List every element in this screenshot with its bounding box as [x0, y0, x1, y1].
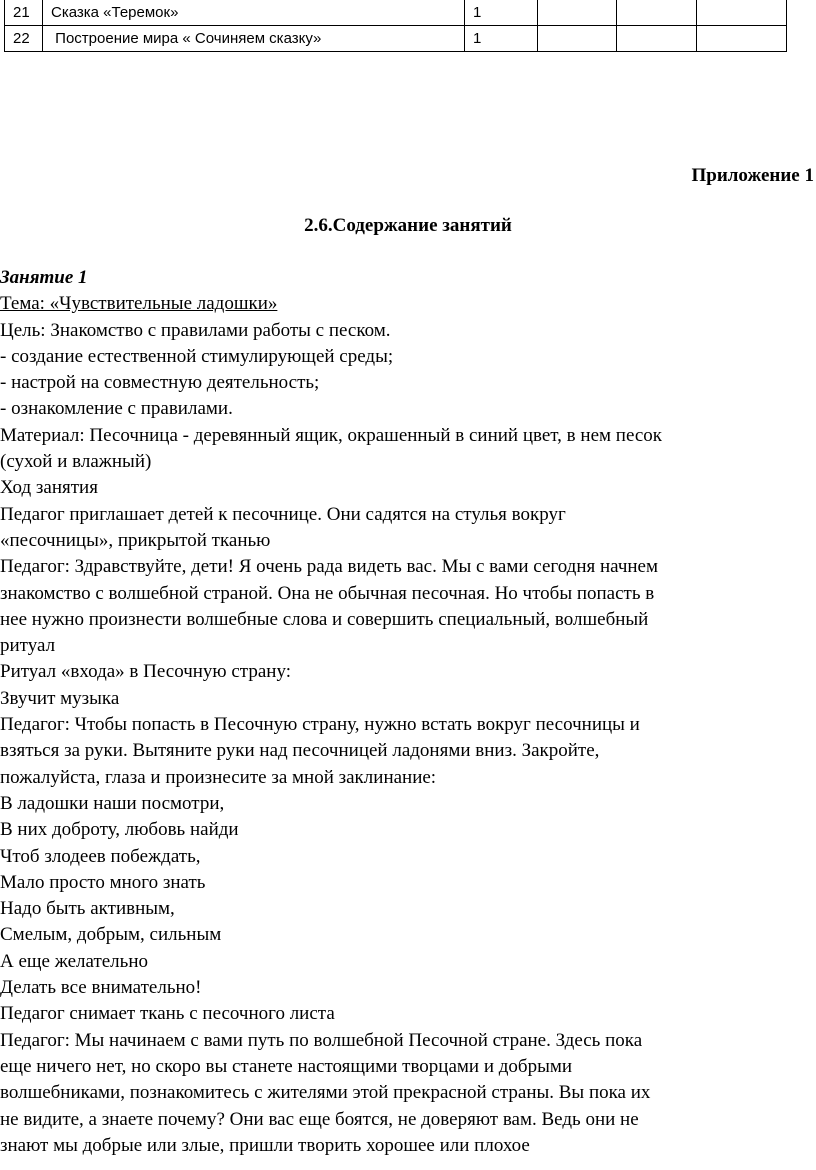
text-line: В них доброту, любовь найди	[0, 819, 239, 841]
text-line: знакомство с волшебной страной. Она не обычная песочная. Но чтобы попасть в	[0, 582, 655, 604]
text-line: Педагог: Мы начинаем с вами путь по волшебной Песочной стране. Здесь пока	[0, 1029, 643, 1051]
text-line: волшебниками, познакомитесь с жителями этой прекрасной страны. Вы пока их	[0, 1082, 651, 1104]
text-line: нее нужно произнести волшебные слова и совершить специальный, волшебный	[0, 608, 649, 630]
text-line: Звучит музыка	[0, 687, 120, 709]
lesson-body	[0, 318, 812, 1160]
text-line: (сухой и влажный)	[0, 451, 152, 473]
lesson-content	[0, 265, 812, 1159]
lesson-title: Занятие 1	[0, 267, 88, 288]
text-line: Чтоб злодеев побеждать,	[0, 845, 201, 867]
text-line: Педагог: Здравствуйте, дети! Я очень рада видеть вас. Мы с вами сегодня начнем	[0, 556, 658, 578]
empty-cell	[617, 0, 697, 26]
lesson-plan-table	[4, 0, 787, 52]
text-line: - ознакомление с правилами.	[0, 398, 233, 420]
table-row	[5, 26, 787, 52]
text-line: Ход занятия	[0, 477, 98, 499]
text-line: В ладошки наши посмотри,	[0, 792, 225, 814]
text-line: пожалуйста, глаза и произнесите за мной заклинание:	[0, 766, 437, 788]
empty-cell	[617, 26, 697, 52]
text-line: Педагог: Чтобы попасть в Песочную страну, нужно встать вокруг песочницы и	[0, 714, 640, 736]
text-line: взяться за руки. Вытяните руки над песочницей ладонями вниз. Закройте,	[0, 740, 600, 762]
text-line: Педагог приглашает детей к песочнице. Они садятся на стулья вокруг	[0, 503, 566, 525]
text-line: знают мы добрые или злые, пришли творить хорошее или плохое	[0, 1134, 530, 1156]
text-line: Надо быть активным,	[0, 898, 175, 920]
text-line: ритуал	[0, 635, 56, 657]
text-line: Цель: Знакомство с правилами работы с песком.	[0, 319, 391, 341]
hours-count: 1	[465, 26, 538, 52]
text-line: еще ничего нет, но скоро вы станете настоящими творцами и добрыми	[0, 1055, 573, 1077]
empty-cell	[538, 26, 617, 52]
text-line: Мало просто много знать	[0, 871, 206, 893]
text-line: «песочницы», прикрытой тканью	[0, 529, 271, 551]
text-line: Педагог снимает ткань с песочного листа	[0, 1003, 335, 1025]
text-line: - создание естественной стимулирующей среды;	[0, 345, 394, 367]
empty-cell	[697, 0, 787, 26]
appendix-title: Приложение 1	[691, 165, 814, 186]
empty-cell	[538, 0, 617, 26]
row-number: 21	[5, 0, 43, 26]
text-line: Ритуал «входа» в Песочную страну:	[0, 661, 291, 683]
text-line: Делать все внимательно!	[0, 977, 202, 999]
table-row	[5, 0, 787, 26]
empty-cell	[697, 26, 787, 52]
section-title: 2.6.Содержание занятий	[304, 215, 512, 236]
lesson-name: Построение мира « Сочиняем сказку»	[43, 26, 465, 52]
text-line: Смелым, добрым, сильным	[0, 924, 222, 946]
text-line: - настрой на совместную деятельность;	[0, 372, 320, 394]
lesson-topic: Тема: «Чувствительные ладошки»	[0, 293, 278, 315]
text-line: Материал: Песочница - деревянный ящик, окрашенный в синий цвет, в нем песок	[0, 424, 663, 446]
row-number: 22	[5, 26, 43, 52]
lesson-name: Сказка «Теремок»	[43, 0, 465, 26]
text-line: А еще желательно	[0, 950, 149, 972]
text-line: не видите, а знаете почему? Они вас еще боятся, не доверяют вам. Ведь они не	[0, 1108, 639, 1130]
hours-count: 1	[465, 0, 538, 26]
